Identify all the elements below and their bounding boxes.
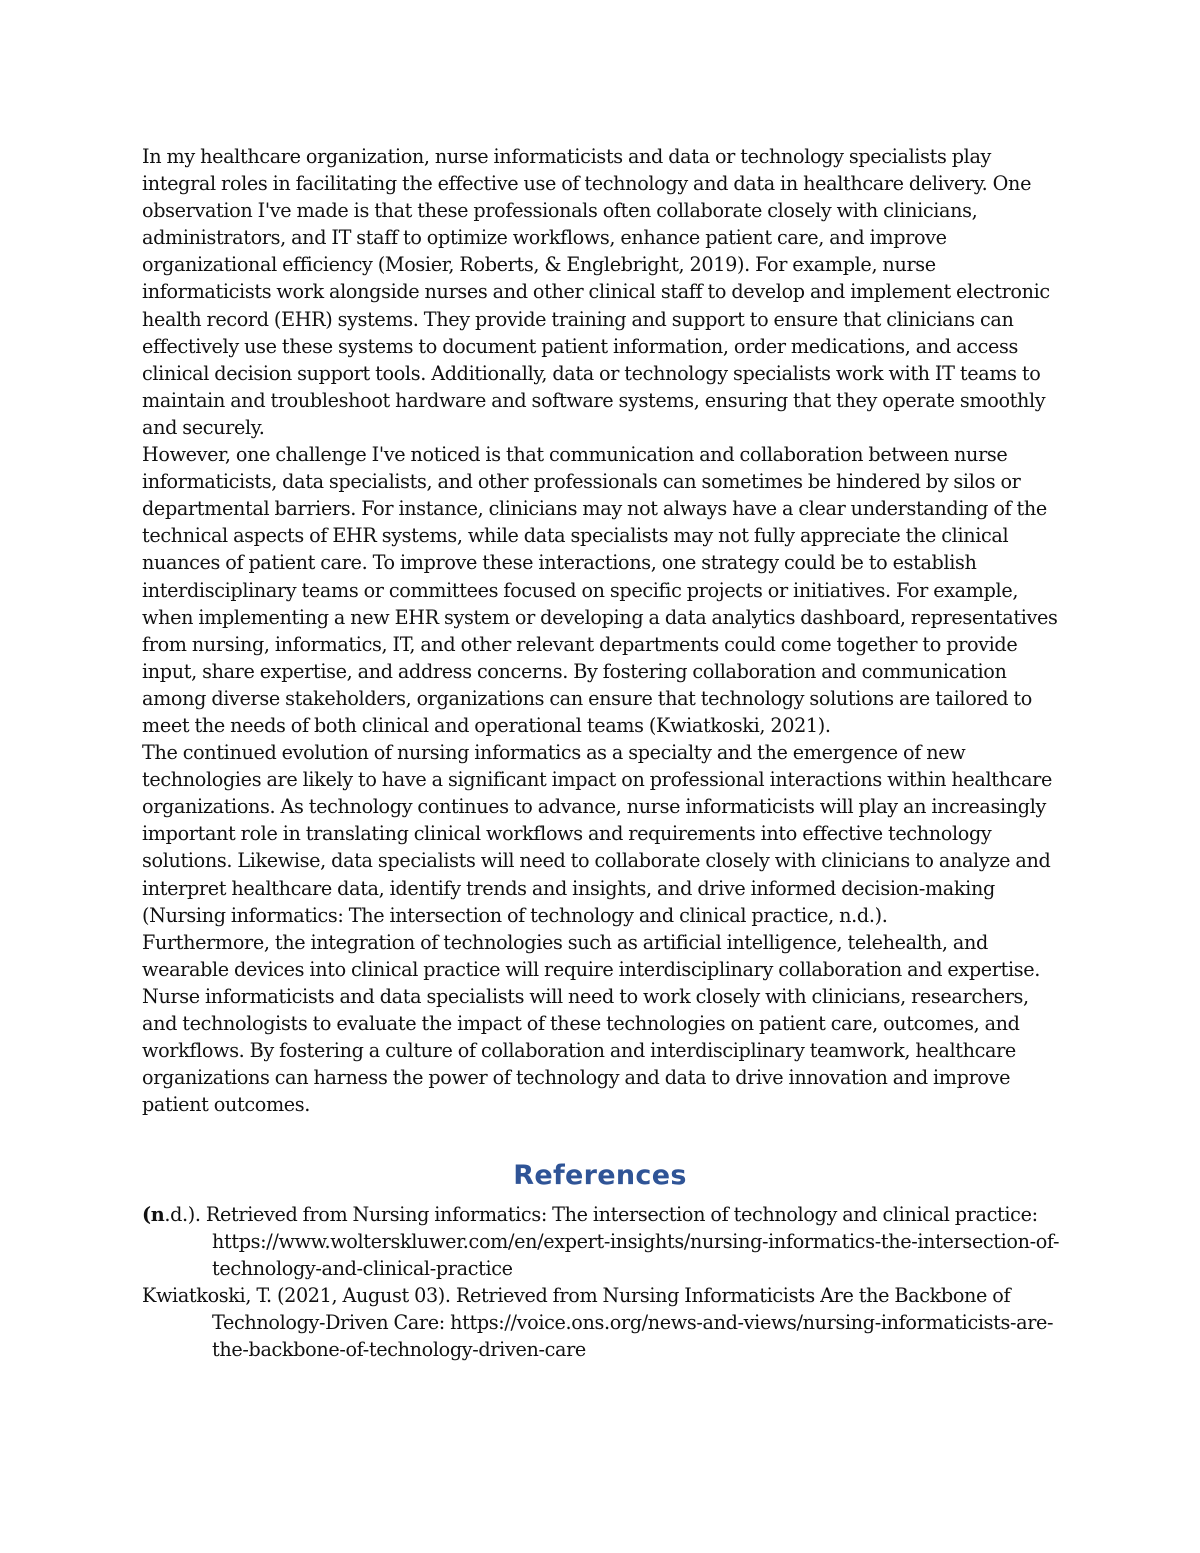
body-text [142,143,1062,1118]
reference-2-text: Kwiatkoski, T. (2021, August 03). Retrieved from Nursing Informaticists Are the Backbone of Technology-Driven Care: https://voice.ons.org/news-and-views/nursing-informaticists-are-the-backbone-of-technology-driven-care [142,1284,1054,1362]
paragraph-4: Furthermore, the integration of technologies such as artificial intelligence, telehealth, and wearable devices into clinical practice will require interdisciplinary collaboration and expertise. Nurse informaticists and data specialists will need to work closely with clinicians, researchers, and technologists to evaluate the impact of these technologies on patient care, outcomes, and workflows. By fostering a culture of collaboration and interdisciplinary teamwork, healthcare organizations can harness the power of technology and data to drive innovation and improve patient outcomes. [142,930,1041,1117]
reference-entry-1 [142,1201,1062,1282]
reference-1-text: .d.). Retrieved from Nursing informatics: The intersection of technology and clinical practice: https://www.wolterskluwer.com/en/expert-insights/nursing-informatics-the-intersection-of-technology-and-clinical-practice [164,1203,1060,1281]
references-list [142,1201,1062,1364]
paragraph-3: The continued evolution of nursing informatics as a specialty and the emergence of new technologies are likely to have a significant impact on professional interactions within healthcare organizations. As technology continues to advance, nurse informaticists will play an increasingly important role in translating clinical workflows and requirements into effective technology solutions. Likewise, data specialists will need to collaborate closely with clinicians to analyze and interpret healthcare data, identify trends and insights, and drive informed decision-making (Nursing informatics: The intersection of technology and clinical practice, n.d.). [142,741,1052,927]
paragraph-2: However, one challenge I've noticed is that communication and collaboration between nurse informaticists, data specialists, and other professionals can sometimes be hindered by silos or departmental barriers. For instance, clinicians may not always have a clear understanding of the technical aspects of EHR systems, while data specialists may not fully appreciate the clinical nuances of patient care. To improve these interactions, one strategy could be to establish interdisciplinary teams or committees focused on specific projects or initiatives. For example, when implementing a new EHR system or developing a data analytics dashboard, representatives from nursing, informatics, IT, and other relevant departments could come together to provide input, share expertise, and address concerns. By fostering collaboration and communication among diverse stakeholders, organizations can ensure that technology solutions are tailored to meet the needs of both clinical and operational teams (Kwiatkoski, 2021). [142,443,1058,737]
reference-1-open-paren: ( [142,1203,151,1226]
reference-1-bold-part: n [150,1203,165,1226]
references-heading: References [513,1160,687,1191]
reference-entry-2 [142,1282,1062,1363]
paragraph-1: In my healthcare organization, nurse informaticists and data or technology specialists play integral roles in facilitating the effective use of technology and data in healthcare delivery. One observation I've made is that these professionals often collaborate closely with clinicians, administrators, and IT staff to optimize workflows, enhance patient care, and improve organizational efficiency (Mosier, Roberts, & Englebright, 2019). For example, nurse informaticists work alongside nurses and other clinical staff to develop and implement electronic health record (EHR) systems. They provide training and support to ensure that clinicians can effectively use these systems to document patient information, order medications, and access clinical decision support tools. Additionally, data or technology specialists work with IT teams to maintain and troubleshoot hardware and software systems, ensuring that they operate smoothly and securely. [142,145,1050,439]
